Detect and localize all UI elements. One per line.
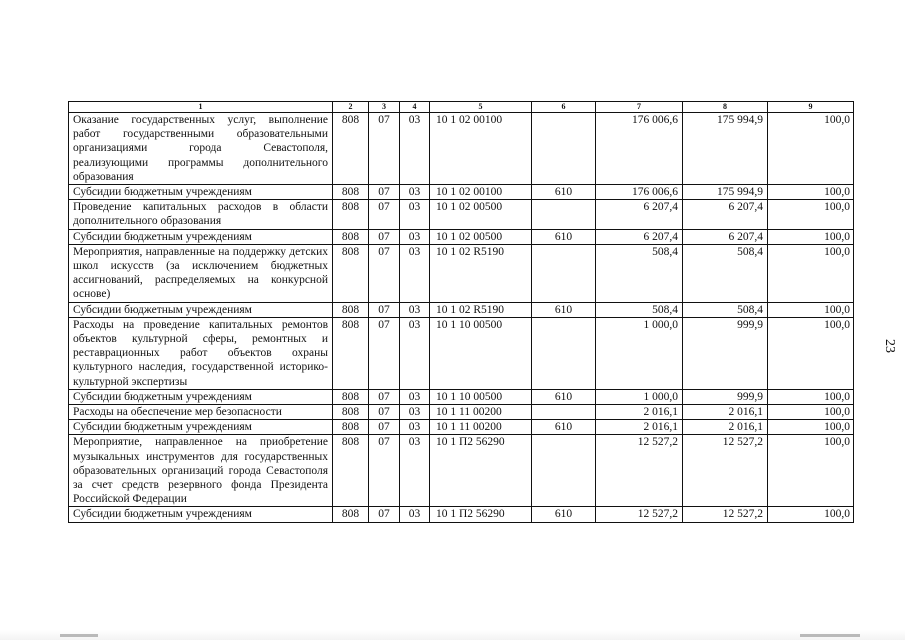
- row-section-cell: 07: [369, 200, 400, 229]
- row-grbs-cell: 808: [333, 113, 369, 185]
- row-subsection-cell: 03: [400, 185, 430, 200]
- row-section-cell: 07: [369, 113, 400, 185]
- row-section-cell: 07: [369, 435, 400, 507]
- scan-mark: [60, 634, 98, 637]
- column-number: 2: [333, 102, 369, 113]
- row-subsection-cell: 03: [400, 200, 430, 229]
- row-fact-cell: 508,4: [683, 244, 768, 302]
- row-fact-cell: 175 994,9: [683, 185, 768, 200]
- row-subsection-cell: 03: [400, 389, 430, 404]
- row-percent-cell: 100,0: [768, 405, 854, 420]
- row-name-cell: Расходы на проведение капитальных ремонтов объектов культурной сферы, ремонтных и реставрационных работ объектов охраны культурного наследия, государственной историко-культурной экспертизы: [69, 317, 333, 389]
- row-expense-type-cell: [532, 113, 596, 185]
- row-section-cell: 07: [369, 317, 400, 389]
- row-expense-type-cell: 610: [532, 420, 596, 435]
- row-section-cell: 07: [369, 185, 400, 200]
- row-section-cell: 07: [369, 302, 400, 317]
- row-grbs-cell: 808: [333, 317, 369, 389]
- table-row: [69, 317, 854, 389]
- row-fact-cell: 999,9: [683, 317, 768, 389]
- row-target-code-cell: 10 1 02 00100: [430, 185, 532, 200]
- row-plan-cell: 1 000,0: [596, 389, 683, 404]
- row-target-code-cell: 10 1 П2 56290: [430, 507, 532, 522]
- table-row: [69, 389, 854, 404]
- row-name-cell: Субсидии бюджетным учреждениям: [69, 229, 333, 244]
- row-plan-cell: 6 207,4: [596, 229, 683, 244]
- row-plan-cell: 12 527,2: [596, 507, 683, 522]
- row-fact-cell: 6 207,4: [683, 200, 768, 229]
- column-number: 1: [69, 102, 333, 113]
- row-fact-cell: 175 994,9: [683, 113, 768, 185]
- row-fact-cell: 999,9: [683, 389, 768, 404]
- row-expense-type-cell: [532, 244, 596, 302]
- row-subsection-cell: 03: [400, 229, 430, 244]
- row-percent-cell: 100,0: [768, 185, 854, 200]
- table-row: [69, 507, 854, 522]
- column-number: 5: [430, 102, 532, 113]
- row-fact-cell: 12 527,2: [683, 507, 768, 522]
- row-plan-cell: 2 016,1: [596, 405, 683, 420]
- table-row: [69, 229, 854, 244]
- row-percent-cell: 100,0: [768, 389, 854, 404]
- row-target-code-cell: 10 1 10 00500: [430, 317, 532, 389]
- table-row: [69, 435, 854, 507]
- table-row: [69, 185, 854, 200]
- row-expense-type-cell: [532, 405, 596, 420]
- row-plan-cell: 1 000,0: [596, 317, 683, 389]
- row-target-code-cell: 10 1 02 R5190: [430, 244, 532, 302]
- row-plan-cell: 176 006,6: [596, 113, 683, 185]
- row-plan-cell: 508,4: [596, 302, 683, 317]
- row-target-code-cell: 10 1 10 00500: [430, 389, 532, 404]
- row-percent-cell: 100,0: [768, 507, 854, 522]
- table-row: [69, 244, 854, 302]
- row-subsection-cell: 03: [400, 405, 430, 420]
- row-name-cell: Расходы на обеспечение мер безопасности: [69, 405, 333, 420]
- row-percent-cell: 100,0: [768, 302, 854, 317]
- table-row: [69, 405, 854, 420]
- row-plan-cell: 176 006,6: [596, 185, 683, 200]
- row-target-code-cell: 10 1 02 00100: [430, 113, 532, 185]
- row-fact-cell: 6 207,4: [683, 229, 768, 244]
- table-row: [69, 302, 854, 317]
- row-percent-cell: 100,0: [768, 200, 854, 229]
- row-name-cell: Мероприятия, направленные на поддержку детских школ искусств (за исключением бюджетных ассигнований, распределяемых на конкурсной основе): [69, 244, 333, 302]
- row-name-cell: Субсидии бюджетным учреждениям: [69, 420, 333, 435]
- row-section-cell: 07: [369, 229, 400, 244]
- row-plan-cell: 12 527,2: [596, 435, 683, 507]
- row-grbs-cell: 808: [333, 185, 369, 200]
- column-number: 6: [532, 102, 596, 113]
- row-expense-type-cell: [532, 200, 596, 229]
- row-percent-cell: 100,0: [768, 420, 854, 435]
- row-percent-cell: 100,0: [768, 229, 854, 244]
- column-number: 8: [683, 102, 768, 113]
- row-expense-type-cell: 610: [532, 185, 596, 200]
- column-number-row: [69, 102, 854, 113]
- row-fact-cell: 2 016,1: [683, 405, 768, 420]
- row-name-cell: Субсидии бюджетным учреждениям: [69, 302, 333, 317]
- row-section-cell: 07: [369, 507, 400, 522]
- row-plan-cell: 6 207,4: [596, 200, 683, 229]
- column-number: 7: [596, 102, 683, 113]
- row-expense-type-cell: 610: [532, 389, 596, 404]
- table-row: [69, 200, 854, 229]
- row-expense-type-cell: 610: [532, 229, 596, 244]
- budget-table: [68, 101, 854, 523]
- column-number: 3: [369, 102, 400, 113]
- row-subsection-cell: 03: [400, 435, 430, 507]
- row-plan-cell: 2 016,1: [596, 420, 683, 435]
- row-target-code-cell: 10 1 02 00500: [430, 229, 532, 244]
- row-section-cell: 07: [369, 244, 400, 302]
- row-section-cell: 07: [369, 389, 400, 404]
- row-percent-cell: 100,0: [768, 317, 854, 389]
- row-grbs-cell: 808: [333, 420, 369, 435]
- row-grbs-cell: 808: [333, 229, 369, 244]
- row-target-code-cell: 10 1 11 00200: [430, 405, 532, 420]
- row-grbs-cell: 808: [333, 200, 369, 229]
- column-number: 9: [768, 102, 854, 113]
- row-subsection-cell: 03: [400, 244, 430, 302]
- table-row: [69, 113, 854, 185]
- row-target-code-cell: 10 1 02 R5190: [430, 302, 532, 317]
- row-grbs-cell: 808: [333, 302, 369, 317]
- scan-mark: [800, 634, 860, 637]
- row-grbs-cell: 808: [333, 405, 369, 420]
- row-percent-cell: 100,0: [768, 244, 854, 302]
- row-target-code-cell: 10 1 11 00200: [430, 420, 532, 435]
- row-subsection-cell: 03: [400, 507, 430, 522]
- row-subsection-cell: 03: [400, 420, 430, 435]
- row-subsection-cell: 03: [400, 317, 430, 389]
- row-expense-type-cell: [532, 317, 596, 389]
- row-plan-cell: 508,4: [596, 244, 683, 302]
- row-grbs-cell: 808: [333, 507, 369, 522]
- row-subsection-cell: 03: [400, 113, 430, 185]
- column-number: 4: [400, 102, 430, 113]
- row-name-cell: Оказание государственных услуг, выполнение работ государственными образовательными организациями города Севастополя, реализующими программы дополнительного образования: [69, 113, 333, 185]
- row-name-cell: Субсидии бюджетным учреждениям: [69, 507, 333, 522]
- row-percent-cell: 100,0: [768, 113, 854, 185]
- row-percent-cell: 100,0: [768, 435, 854, 507]
- row-name-cell: Субсидии бюджетным учреждениям: [69, 389, 333, 404]
- row-subsection-cell: 03: [400, 302, 430, 317]
- row-name-cell: Мероприятие, направленное на приобретение музыкальных инструментов для государственных образовательных организаций города Севастополя за счет средств резервного фонда Президента Российской Федерации: [69, 435, 333, 507]
- page-number: 23: [882, 339, 897, 353]
- row-grbs-cell: 808: [333, 244, 369, 302]
- row-expense-type-cell: 610: [532, 302, 596, 317]
- row-expense-type-cell: 610: [532, 507, 596, 522]
- scan-edge: [0, 630, 905, 640]
- row-section-cell: 07: [369, 420, 400, 435]
- row-section-cell: 07: [369, 405, 400, 420]
- row-grbs-cell: 808: [333, 435, 369, 507]
- table-row: [69, 420, 854, 435]
- row-fact-cell: 2 016,1: [683, 420, 768, 435]
- row-target-code-cell: 10 1 02 00500: [430, 200, 532, 229]
- row-expense-type-cell: [532, 435, 596, 507]
- row-fact-cell: 508,4: [683, 302, 768, 317]
- row-name-cell: Субсидии бюджетным учреждениям: [69, 185, 333, 200]
- row-grbs-cell: 808: [333, 389, 369, 404]
- row-target-code-cell: 10 1 П2 56290: [430, 435, 532, 507]
- row-fact-cell: 12 527,2: [683, 435, 768, 507]
- row-name-cell: Проведение капитальных расходов в области дополнительного образования: [69, 200, 333, 229]
